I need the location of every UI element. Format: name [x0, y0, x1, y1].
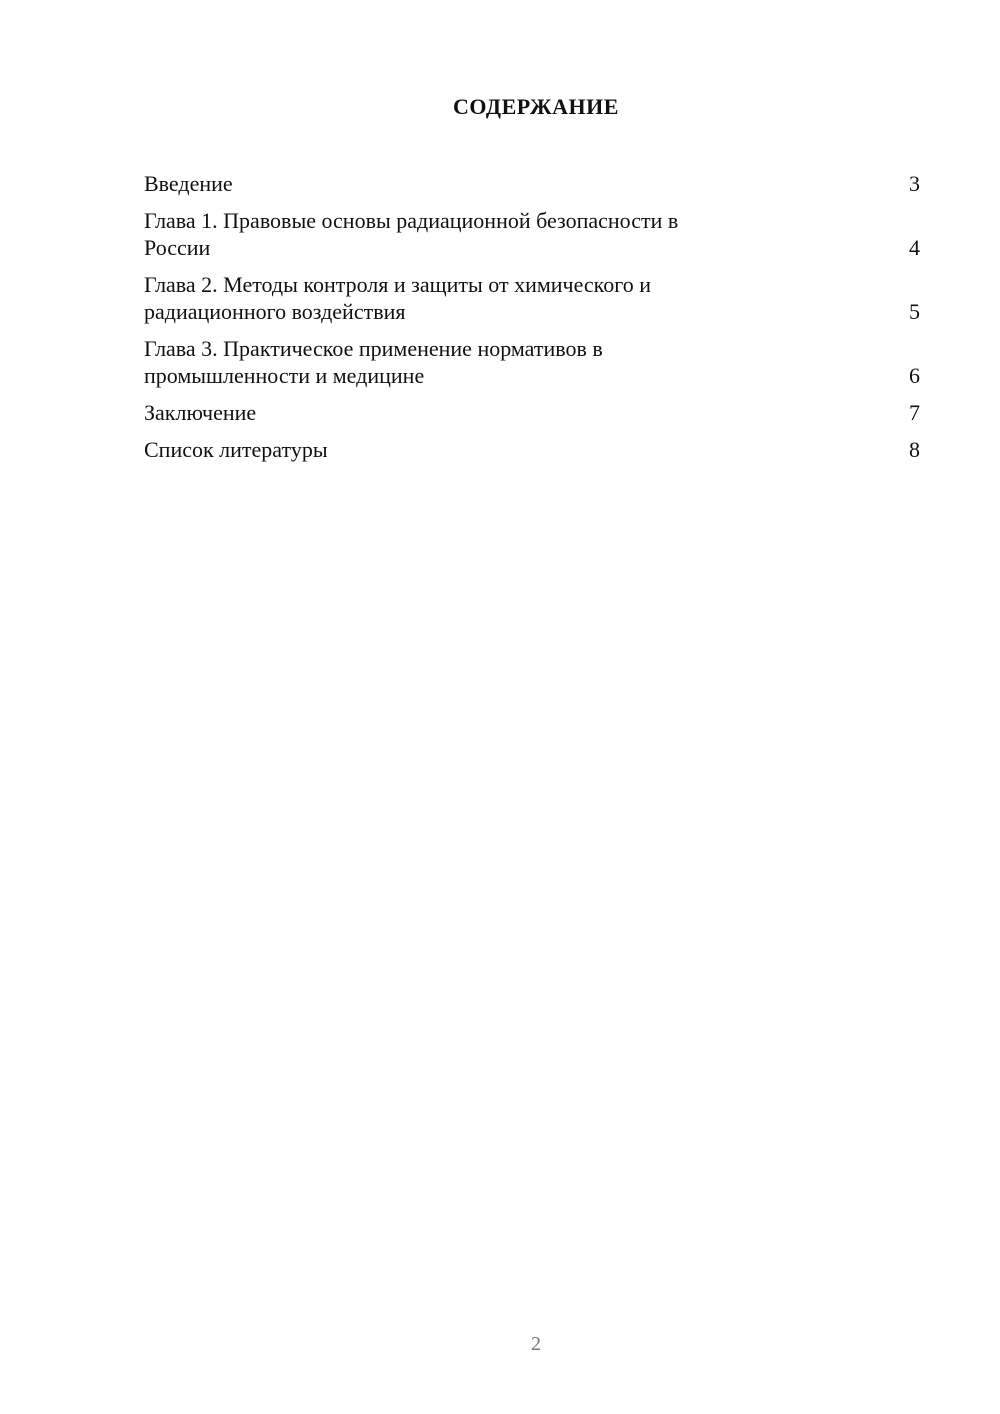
toc-entry-page-number: 3: [909, 171, 920, 196]
toc-entry-title: Список литературы: [144, 437, 328, 462]
toc-entry-page-number: 5: [909, 299, 920, 324]
toc-entry-chapter-2: [144, 271, 920, 325]
toc-entry-page-number: 6: [909, 363, 920, 388]
toc-entry-chapter-1: [144, 207, 920, 261]
toc-entry-page-number: 7: [909, 400, 920, 425]
toc-entry-page-number: 8: [909, 437, 920, 462]
toc-entry-conclusion: [144, 399, 920, 426]
toc-entry-introduction: [144, 170, 920, 197]
toc-entry-title: Глава 1. Правовые основы радиационной безопасности в России: [144, 208, 679, 260]
toc-entry-chapter-3: [144, 335, 920, 389]
toc-list: [144, 170, 920, 473]
footer-page-number: 2: [531, 1333, 541, 1355]
toc-entry-title: Заключение: [144, 400, 257, 425]
toc-entry-title: Глава 2. Методы контроля и защиты от химического и радиационного воздействия: [144, 272, 651, 324]
toc-entry-title: Глава 3. Практическое применение нормативов в промышленности и медицине: [144, 336, 603, 388]
toc-entry-bibliography: [144, 436, 920, 463]
toc-heading: СОДЕРЖАНИЕ: [453, 94, 619, 119]
toc-entry-title: Введение: [144, 171, 233, 196]
toc-entry-page-number: 4: [909, 235, 920, 260]
